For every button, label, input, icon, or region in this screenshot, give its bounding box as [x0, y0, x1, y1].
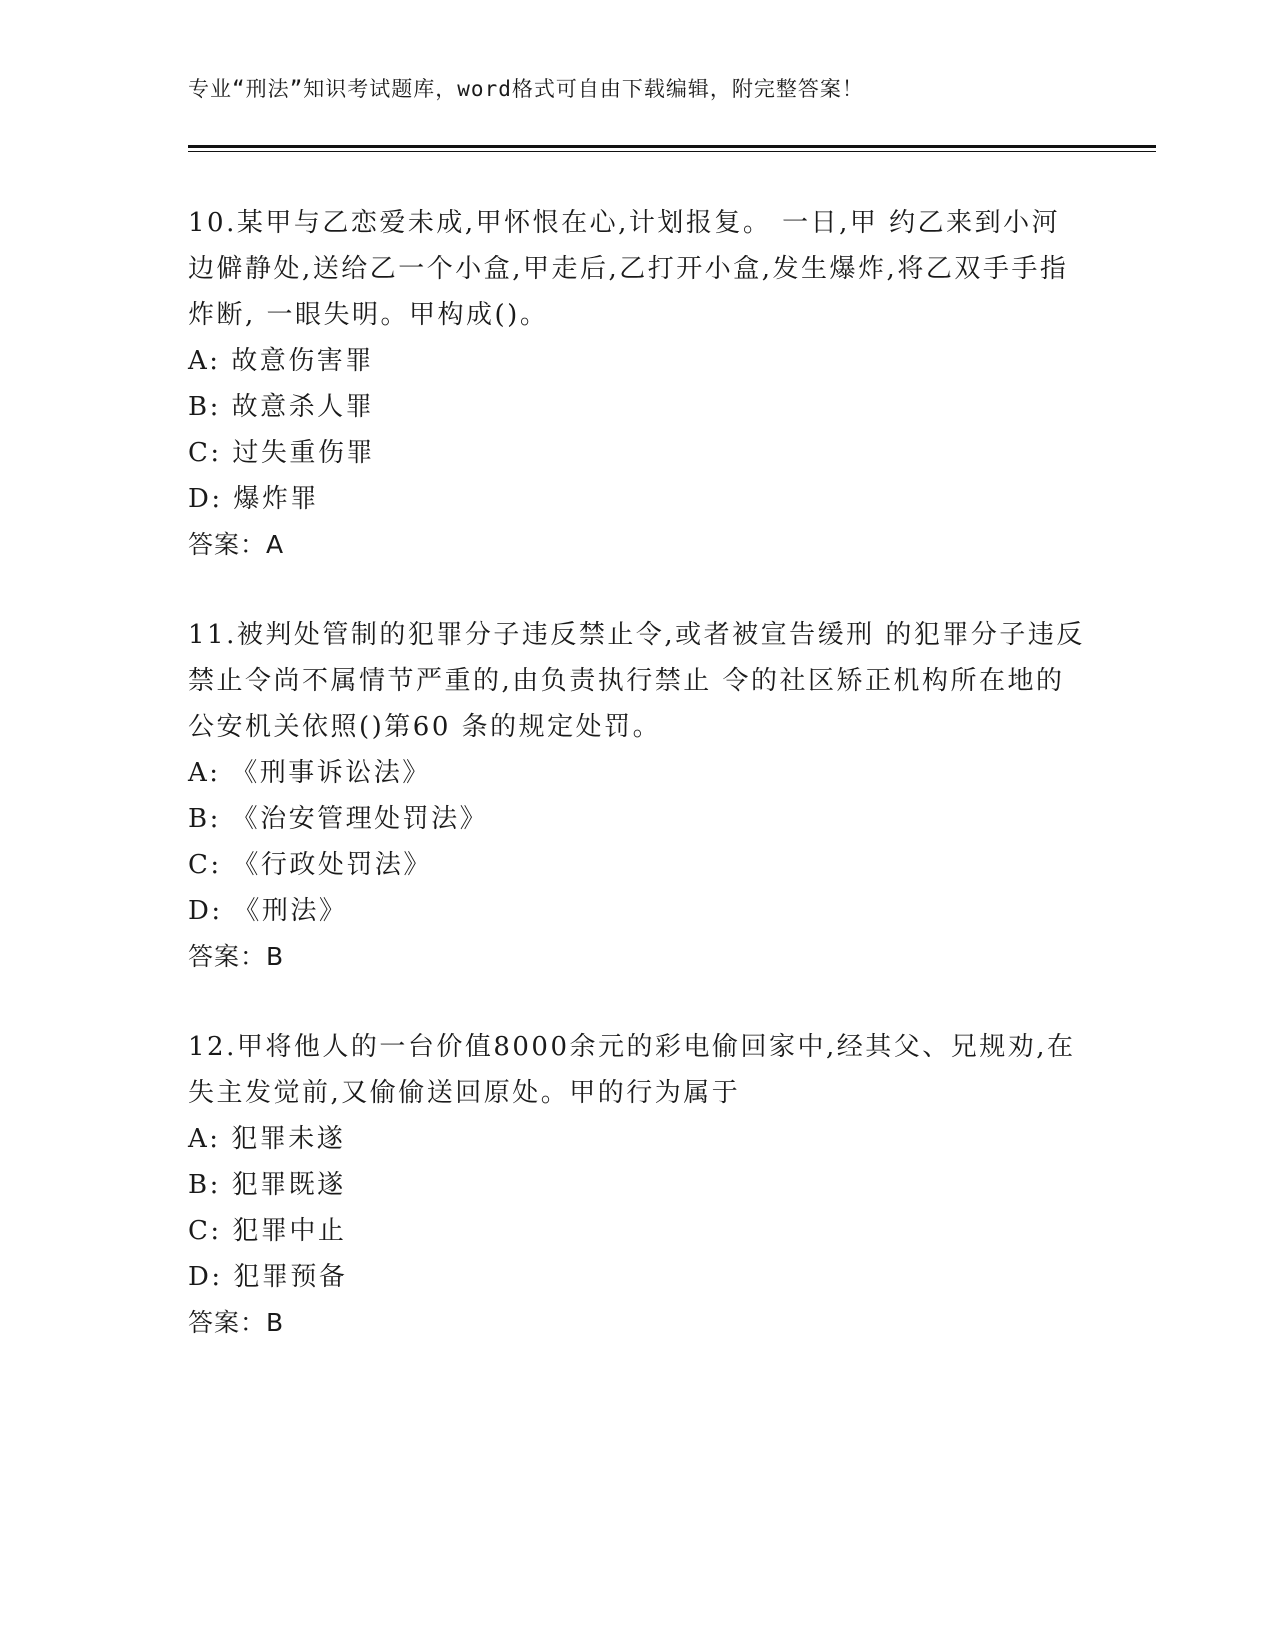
question-10: [188, 200, 1088, 568]
question-stem: 10.某甲与乙恋爱未成,甲怀恨在心,计划报复。 一日,甲 约乙来到小河边僻静处,送给乙一个小盒,甲走后,乙打开小盒,发生爆炸,将乙双手手指炸断, 一眼失明。甲构成()。: [188, 208, 1069, 330]
option-b: B: 故意杀人罪: [188, 392, 375, 422]
answer-line: 答案：B: [188, 942, 285, 971]
option-d: D: 爆炸罪: [188, 484, 319, 514]
question-11: [188, 612, 1088, 980]
document-header: 专业“刑法”知识考试题库，word格式可自由下载编辑，附完整答案！: [188, 77, 864, 101]
option-b: B: 犯罪既遂: [188, 1170, 346, 1200]
option-d: D: 《刑法》: [188, 896, 348, 926]
question-stem: 12.甲将他人的一台价值8000余元的彩电偷回家中,经其父、兄规劝,在失主发觉前,又偷偷送回原处。甲的行为属于: [188, 1032, 1076, 1108]
option-d: D: 犯罪预备: [188, 1262, 348, 1292]
header-divider: [188, 145, 1156, 152]
question-12: [188, 1024, 1088, 1346]
question-stem: 11.被判处管制的犯罪分子违反禁止令,或者被宣告缓刑 的犯罪分子违反禁止令尚不属情节严重的,由负责执行禁止 令的社区矫正机构所在地的公安机关依照()第60 条的规定处罚。: [188, 620, 1085, 742]
answer-line: 答案：B: [188, 1308, 285, 1337]
option-c: C: 过失重伤罪: [188, 438, 375, 468]
option-c: C: 《行政处罚法》: [188, 850, 432, 880]
option-c: C: 犯罪中止: [188, 1216, 347, 1246]
option-b: B: 《治安管理处罚法》: [188, 804, 489, 834]
option-a: A: 犯罪未遂: [188, 1124, 346, 1154]
option-a: A: 《刑事诉讼法》: [188, 758, 431, 788]
option-a: A: 故意伤害罪: [188, 346, 374, 376]
answer-line: 答案：A: [188, 530, 285, 559]
